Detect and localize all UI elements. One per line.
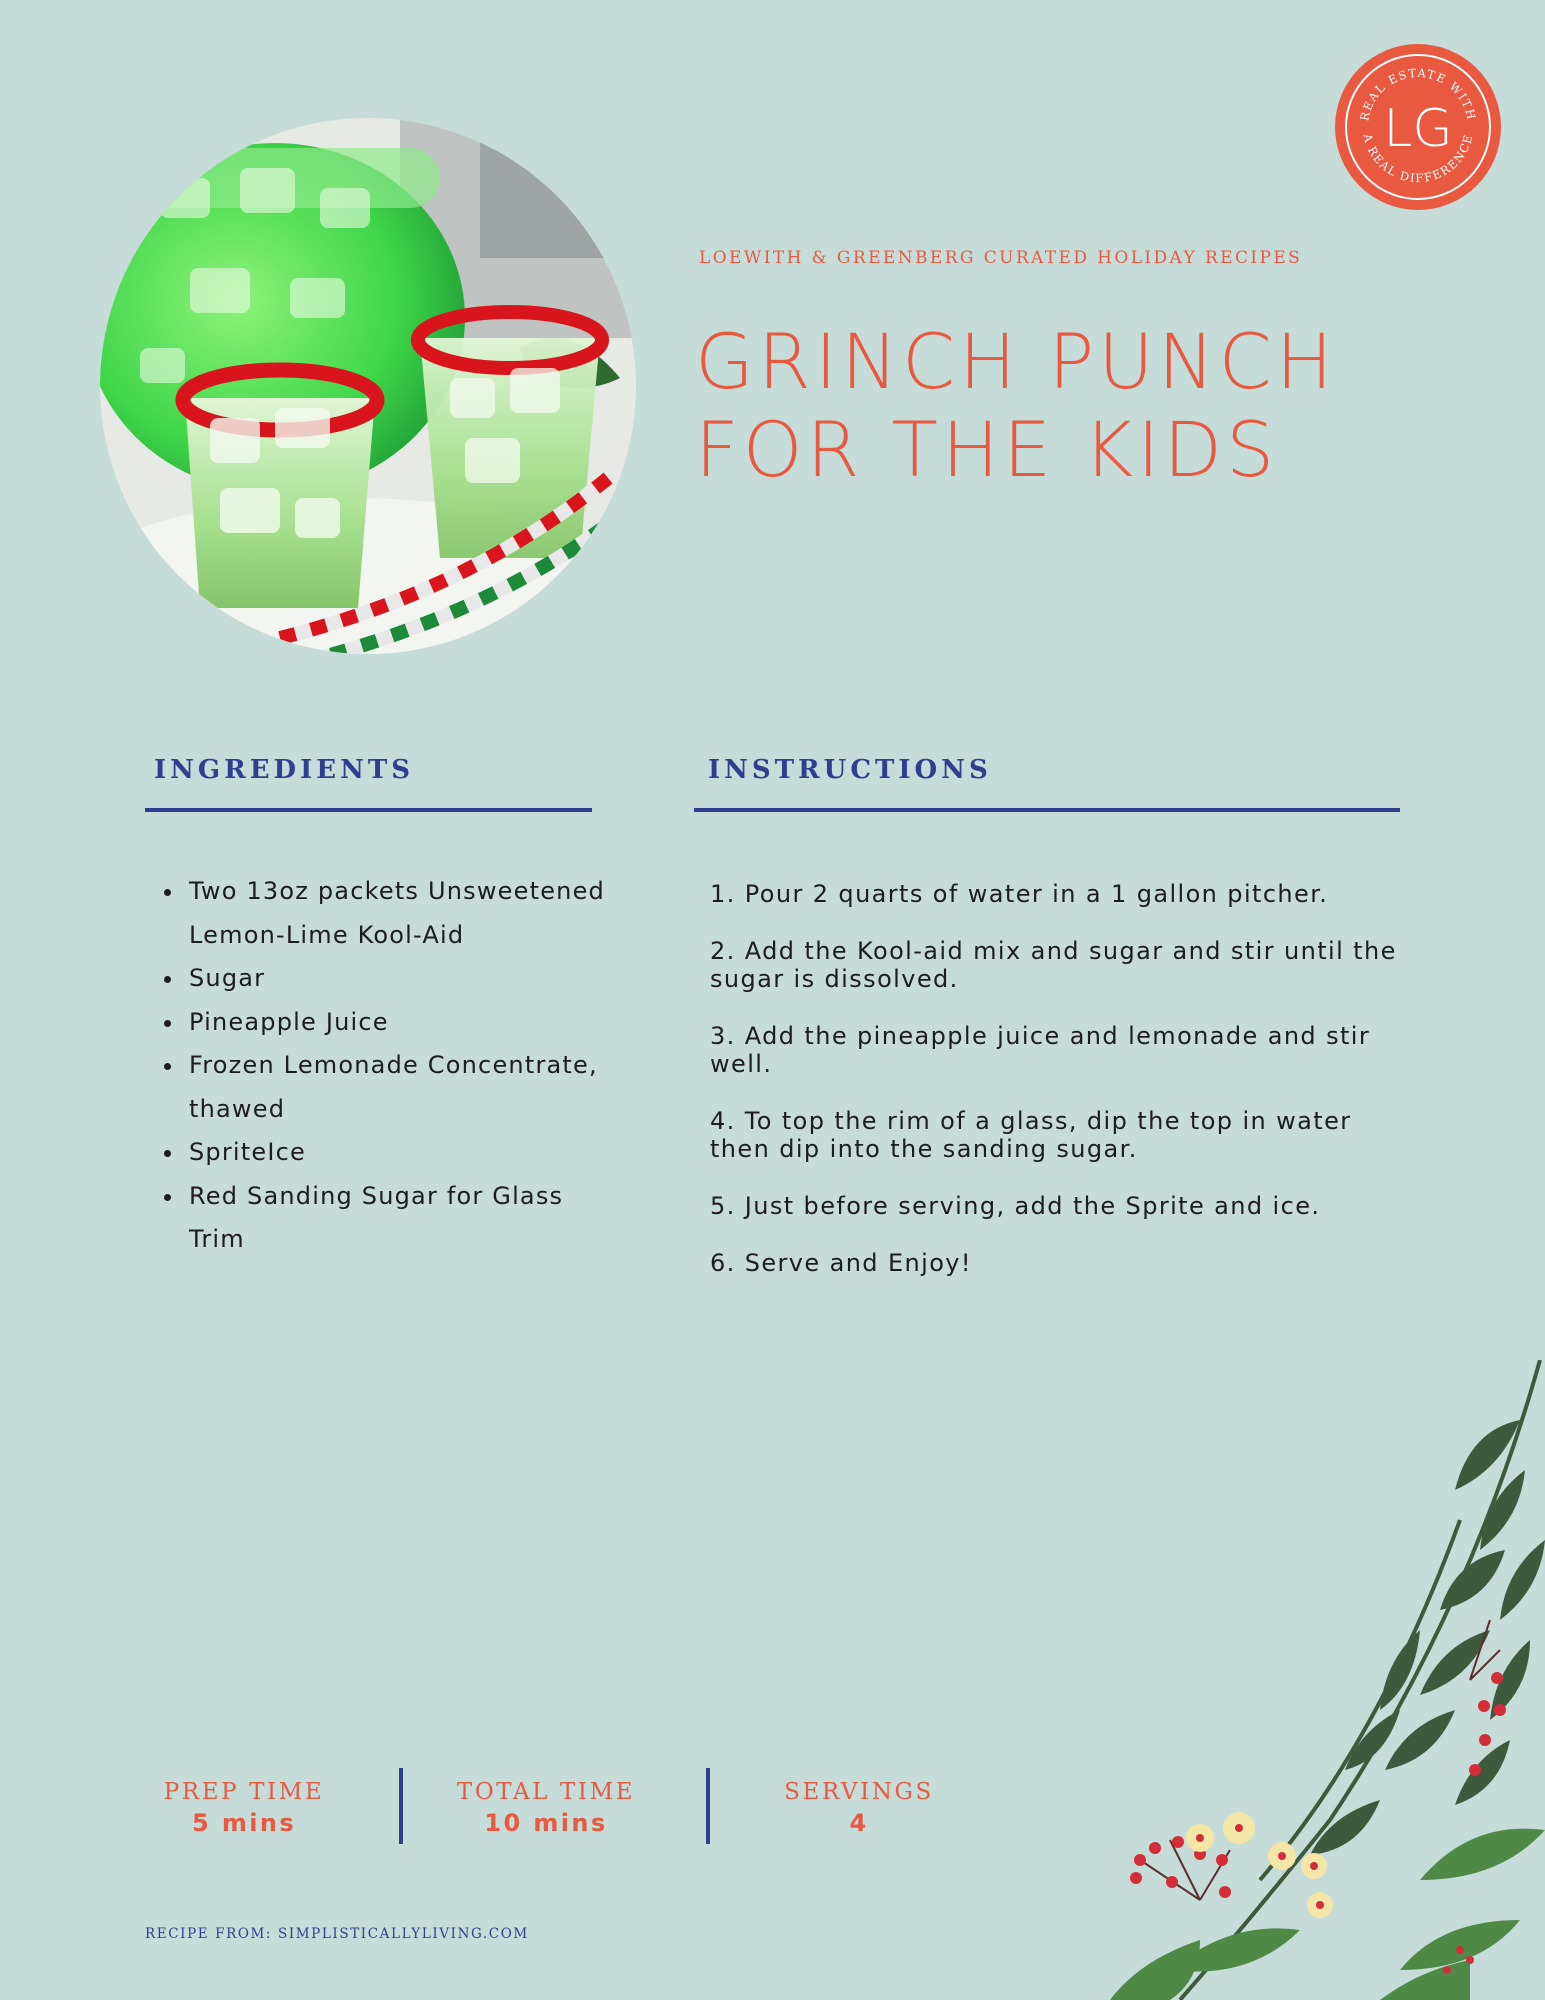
servings-stat [739,1779,979,1837]
holly-branch-icon [1000,1360,1545,2000]
ingredient-item: • Sugar [185,957,625,1001]
servings-label: SERVINGS [784,1779,934,1805]
ingredient-item: • SpriteIce [185,1131,625,1175]
servings-value: 4 [849,1809,869,1837]
instruction-step: 1. Pour 2 quarts of water in a 1 gallon pitcher. [710,880,1329,908]
instruction-step: 5. Just before serving, add the Sprite and ice. [710,1192,1321,1220]
ingredients-heading: INGREDIENTS [154,755,414,785]
total-time-stat [426,1779,666,1837]
recipe-source: RECIPE FROM: SIMPLISTICALLYLIVING.COM [145,1926,529,1942]
ingredient-item: • Two 13oz packets Unsweetened Lemon-Lime Kool-Aid [185,870,625,957]
logo-ring-bottom: A REAL DIFFERENCE [1360,132,1476,186]
ingredients-list [148,870,625,1262]
stat-divider [399,1768,403,1844]
ingredient-item: • Pineapple Juice [185,1001,625,1045]
instruction-step: 6. Serve and Enjoy! [710,1249,972,1277]
company-logo [1333,42,1503,212]
prep-time-value: 5 mins [191,1809,297,1837]
title-line-1: GRINCH PUNCH [695,317,1337,406]
recipe-collection-label: LOEWITH & GREENBERG CURATED HOLIDAY RECIPES [699,248,1303,268]
instruction-step: 4. To top the rim of a glass, dip the top in water then dip into the sanding sugar. [710,1107,1352,1163]
logo-monogram: LG [1383,99,1453,159]
title-line-2: FOR THE KIDS [695,405,1279,494]
prep-time-stat [124,1779,364,1837]
page-title [695,318,1455,494]
ingredient-item: • Frozen Lemonade Concentrate, thawed [185,1044,625,1131]
instruction-step: 2. Add the Kool-aid mix and sugar and stir until the sugar is dissolved. [710,937,1397,993]
instructions-list [710,880,1410,1306]
instructions-heading: INSTRUCTIONS [708,755,992,785]
grinch-punch-photo-icon [100,118,636,654]
recipe-photo [100,118,636,654]
total-time-label: TOTAL TIME [456,1779,636,1805]
ingredient-item: • Red Sanding Sugar for Glass Trim [185,1175,625,1262]
instruction-step: 3. Add the pineapple juice and lemonade and stir well. [710,1022,1371,1078]
ingredients-divider [145,808,592,812]
stat-divider [706,1768,710,1844]
logo-ring-top: REAL ESTATE WITH [1357,65,1479,123]
prep-time-label: PREP TIME [163,1779,325,1805]
instructions-divider [694,808,1400,812]
total-time-value: 10 mins [484,1809,608,1837]
